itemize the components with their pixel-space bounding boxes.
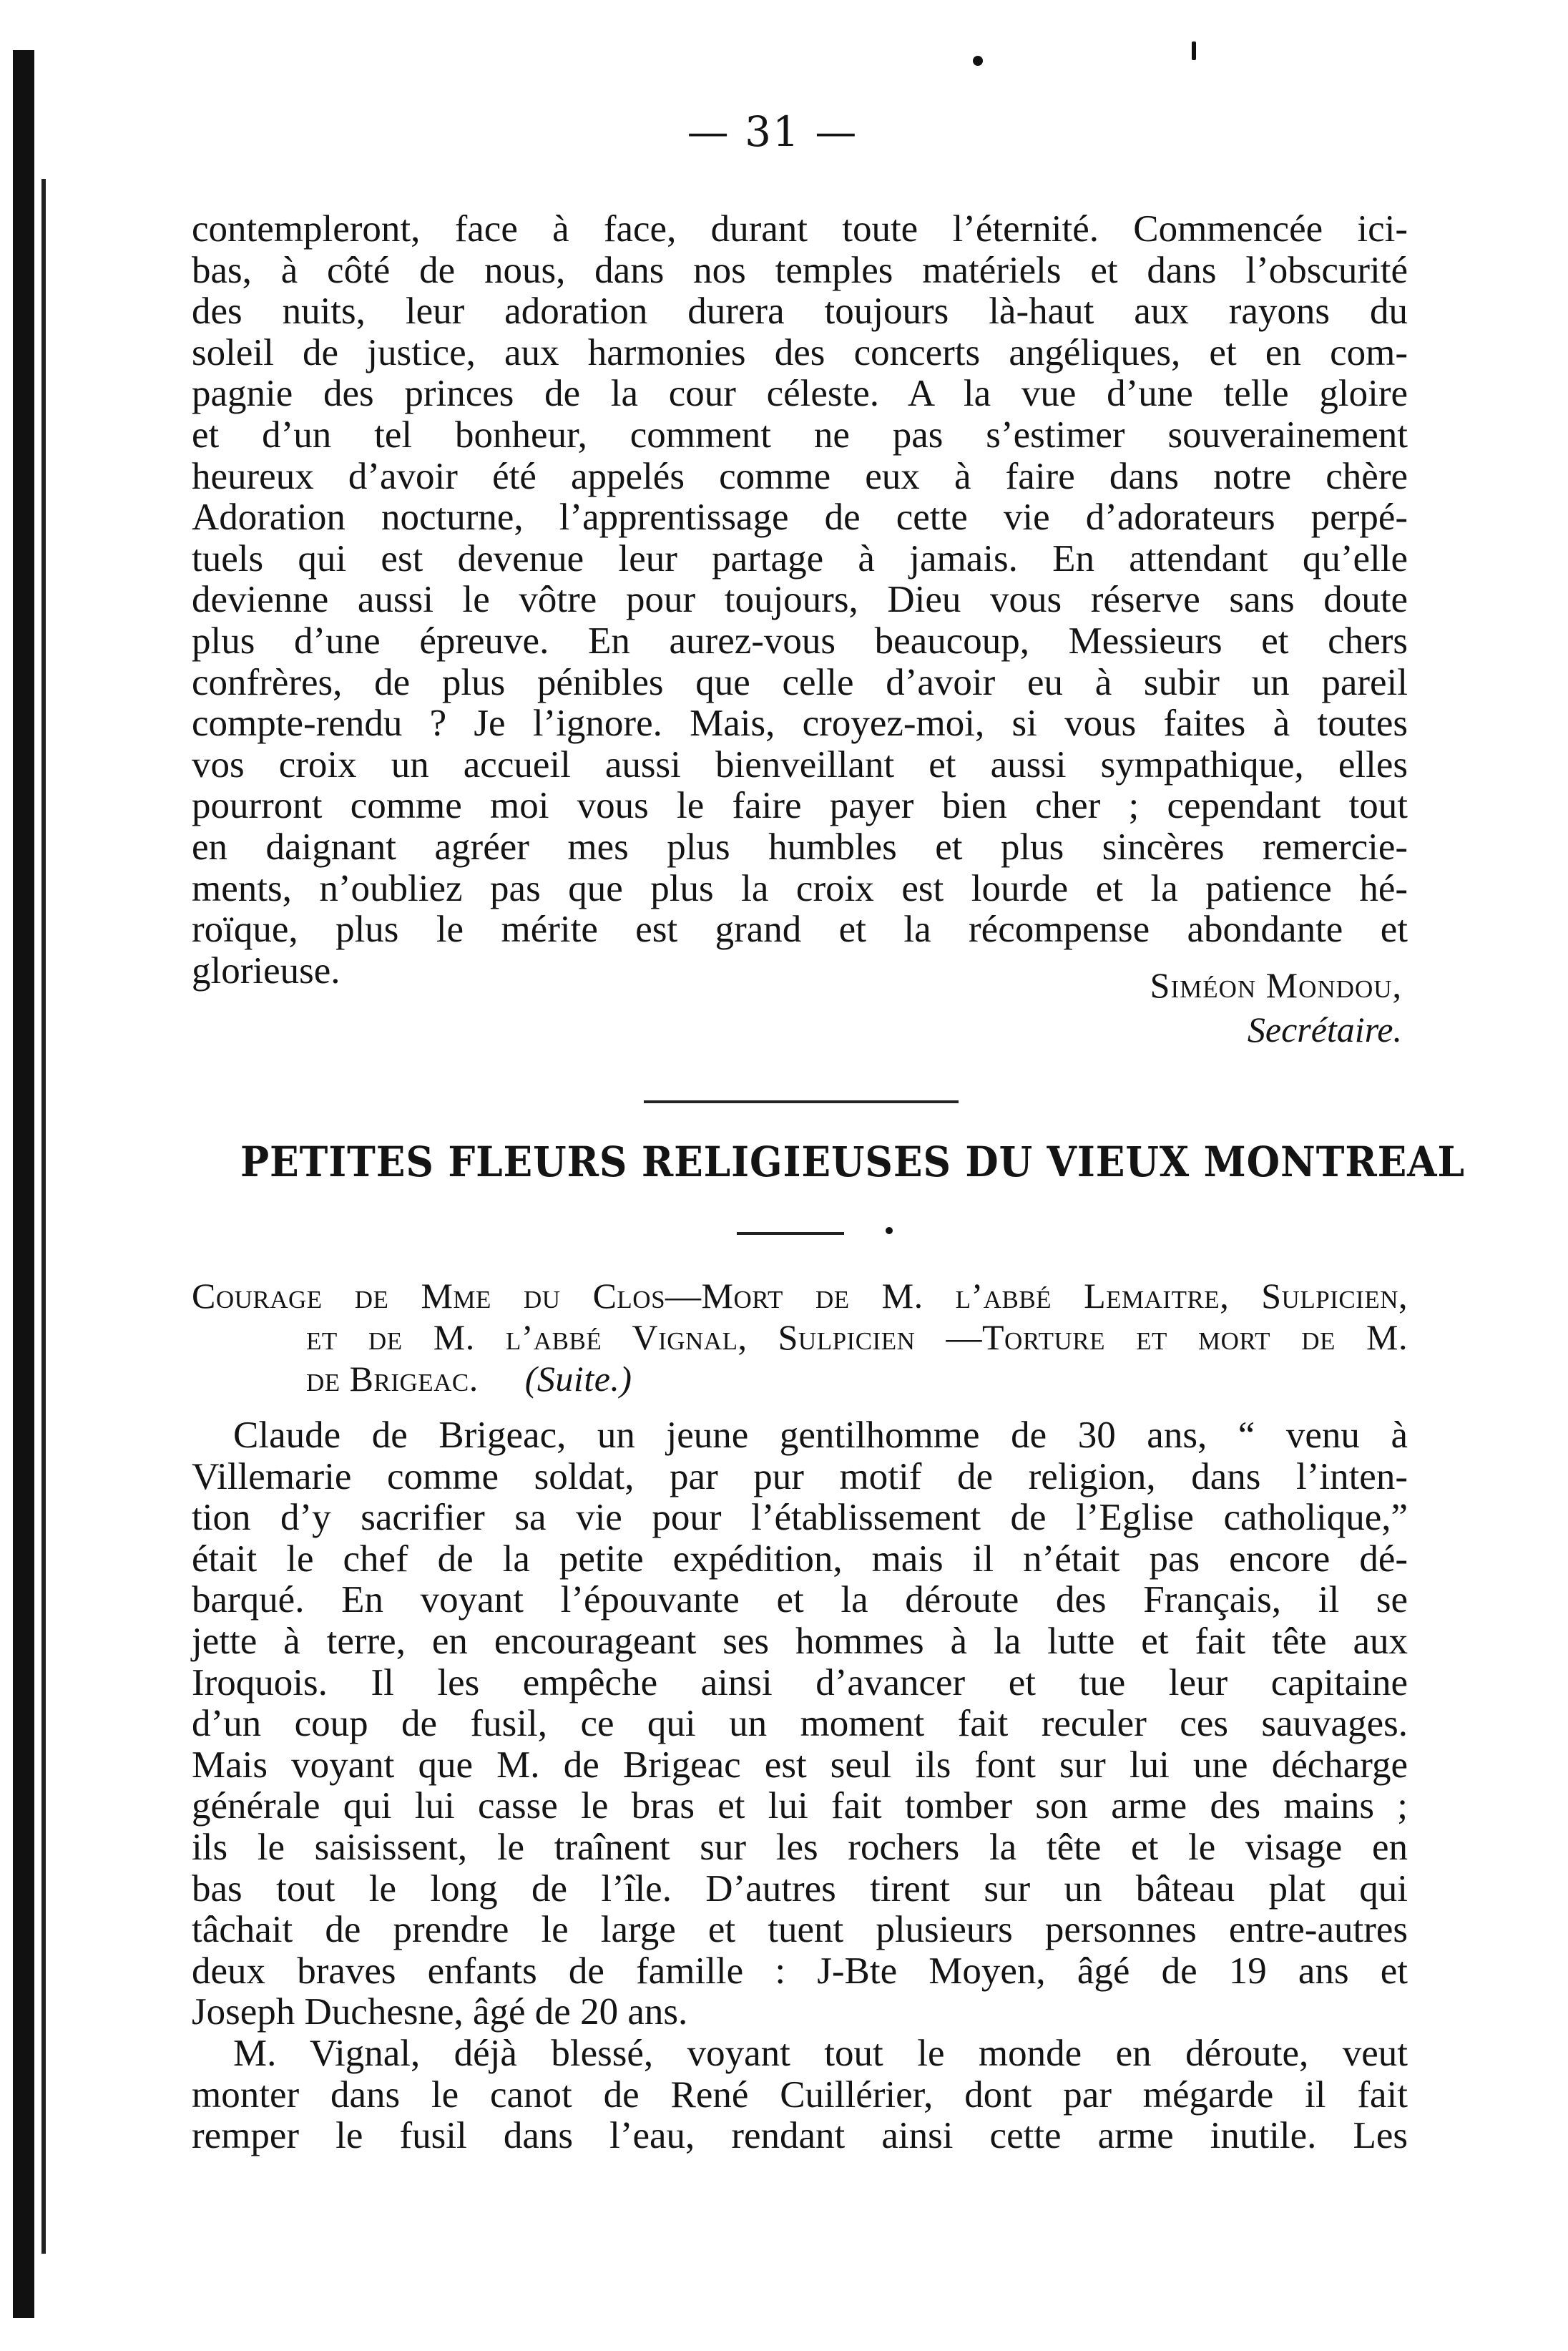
- text-line: générale qui lui casse le bras et lui fait tomber son arme des mains ;: [192, 1785, 1408, 1827]
- text-line: remper le fusil dans l’eau, rendant ainsi cette arme inutile. Les: [192, 2115, 1408, 2157]
- text-line: Mais voyant que M. de Brigeac est seul ils font sur lui une décharge: [192, 1744, 1408, 1786]
- section-divider: [644, 1100, 959, 1103]
- text-line: roïque, plus le mérite est grand et la récompense abondante et: [192, 909, 1408, 951]
- text-line: monter dans le canot de René Cuillérier, dont par mégarde il fait: [192, 2073, 1408, 2116]
- text-line: des nuits, leur adoration durera toujours là-haut aux rayons du: [192, 290, 1408, 333]
- text-line: contempleront, face à face, durant toute l’éternité. Commencée ici-: [192, 208, 1408, 250]
- body-paragraph-1: [192, 1415, 1408, 2033]
- text-line: devienne aussi le vôtre pour toujours, Dieu vous réserve sans doute: [192, 579, 1408, 621]
- intro-paragraph: [192, 209, 1408, 992]
- ink-speck: [973, 56, 983, 66]
- text-line: bas tout le long de l’île. D’autres tirent sur un bâteau plat qui: [192, 1867, 1408, 1910]
- text-line: Joseph Duchesne, âgé de 20 ans.: [192, 1991, 688, 2033]
- signature-title: Secrétaire.: [1247, 1010, 1402, 1050]
- subheading-line-1: Courage de Mme du Clos—Mort de M. l’abbé Lemaitre, Sulpicien,: [192, 1276, 1408, 1316]
- text-line: bas, à côté de nous, dans nos temples matériels et dans l’obscurité: [192, 249, 1408, 291]
- text-line: soleil de justice, aux harmonies des concerts angéliques, et en com-: [192, 331, 1408, 373]
- text-line: Iroquois. Il les empêche ainsi d’avancer et tue leur capitaine: [192, 1661, 1408, 1704]
- subheading-line-3: [306, 1358, 632, 1399]
- heading-divider: [737, 1232, 844, 1235]
- text-line: tion d’y sacrifier sa vie pour l’établissement de l’Eglise catholique,”: [192, 1497, 1408, 1539]
- page-binding-edge: [13, 50, 34, 2318]
- section-heading: PETITES FLEURS RELIGIEUSES DU VIEUX MONTREAL: [240, 1138, 1465, 1186]
- text-line: d’un coup de fusil, ce qui un moment fait reculer ces sauvages.: [192, 1703, 1408, 1745]
- subheading-line-3-text: de Brigeac.: [306, 1359, 479, 1399]
- signature-name: Siméon Mondou,: [1150, 965, 1402, 1005]
- text-line: glorieuse.: [192, 949, 340, 992]
- text-line: confrères, de plus pénibles que celle d’avoir eu à subir un pareil: [192, 661, 1408, 703]
- text-line: ils le saisissent, le traînent sur les rochers la tête et le visage en: [192, 1826, 1408, 1868]
- text-line: en daignant agréer mes plus humbles et plus sincères remercie-: [192, 826, 1408, 868]
- text-line: pourront comme moi vous le faire payer bien cher ; cependant tout: [192, 785, 1408, 827]
- text-line: deux braves enfants de famille : J-Bte Moyen, âgé de 19 ans et: [192, 1950, 1408, 1992]
- text-line: barqué. En voyant l’épouvante et la déroute des Français, il se: [192, 1579, 1408, 1621]
- subheading-suite: (Suite.): [524, 1359, 632, 1399]
- subheading-line-2: et de M. l’abbé Vignal, Sulpicien —Torture et mort de M.: [306, 1317, 1408, 1357]
- text-line: Villemarie comme soldat, par pur motif de religion, dans l’inten-: [192, 1455, 1408, 1497]
- page-binding-line: [41, 179, 46, 2254]
- text-line: et d’un tel bonheur, comment ne pas s’estimer souverainement: [192, 414, 1408, 456]
- text-line: heureux d’avoir été appelés comme eux à faire dans notre chère: [192, 455, 1408, 497]
- text-line: Adoration nocturne, l’apprentissage de cette vie d’adorateurs perpé-: [192, 497, 1408, 539]
- text-line: M. Vignal, déjà blessé, voyant tout le monde en déroute, veut: [233, 2033, 1408, 2074]
- text-line: tâchait de prendre le large et tuent plusieurs personnes entre-autres: [192, 1909, 1408, 1951]
- text-line: Claude de Brigeac, un jeune gentilhomme de 30 ans, “ venu à: [233, 1414, 1408, 1456]
- text-line: plus d’une épreuve. En aurez-vous beaucoup, Messieurs et chers: [192, 620, 1408, 662]
- text-line: vos croix un accueil aussi bienveillant et aussi sympathique, elles: [192, 743, 1408, 786]
- ink-speck: [1192, 41, 1196, 60]
- text-line: ments, n’oubliez pas que plus la croix est lourde et la patience hé-: [192, 867, 1408, 909]
- text-line: tuels qui est devenue leur partage à jamais. En attendant qu’elle: [192, 537, 1408, 580]
- body-paragraph-2: [192, 2033, 1408, 2157]
- text-line: jette à terre, en encourageant ses hommes à la lutte et fait tête aux: [192, 1620, 1408, 1662]
- text-line: était le chef de la petite expédition, mais il n’était pas encore dé-: [192, 1538, 1408, 1580]
- page-number: — 31 —: [687, 107, 858, 156]
- text-line: pagnie des princes de la cour céleste. A la vue d’une telle gloire: [192, 373, 1408, 415]
- text-line: compte-rendu ? Je l’ignore. Mais, croyez-moi, si vous faites à toutes: [192, 703, 1408, 745]
- ink-speck: [886, 1227, 893, 1234]
